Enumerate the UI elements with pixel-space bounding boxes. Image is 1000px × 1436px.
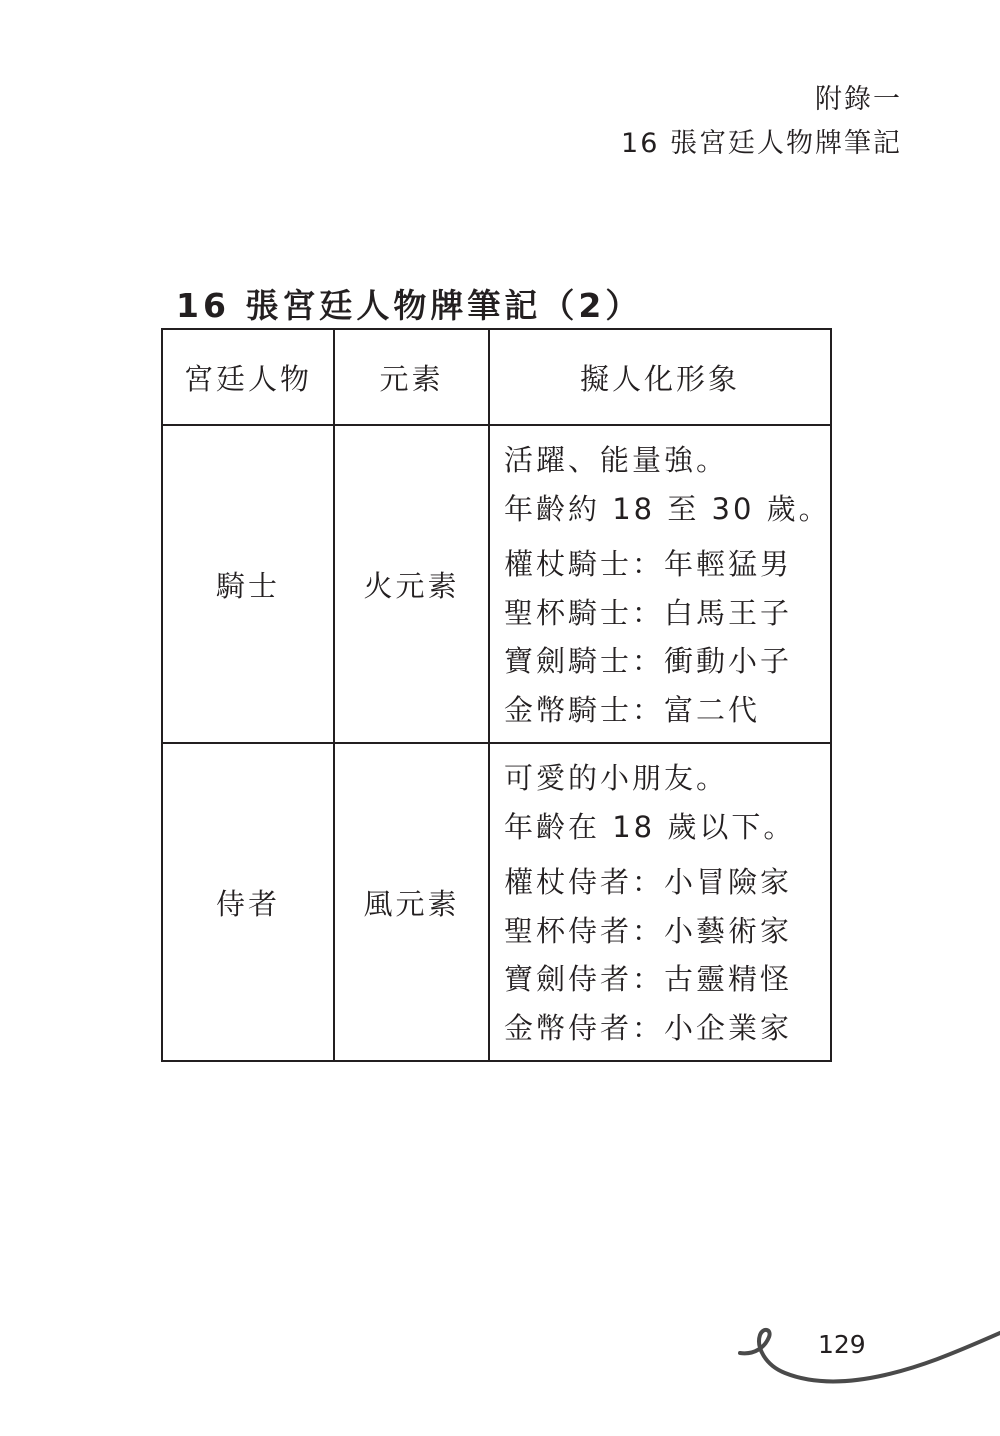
header-persona: 擬人化形象 [489,329,831,425]
table-header-row [162,329,831,425]
cell-persona [489,425,831,743]
header-court-figure: 宮廷人物 [162,329,334,425]
cell-figure: 騎士 [162,425,334,743]
table-row [162,743,831,1061]
decorative-swirl-icon [735,1325,1000,1405]
persona-example: 聖杯侍者：小藝術家 [504,913,793,948]
running-head-chapter: 16 張宮廷人物牌筆記 [621,128,902,159]
section-title: 16 張宮廷人物牌筆記（2） [176,286,643,325]
persona-example: 金幣侍者：小企業家 [504,1010,793,1045]
table-row [162,425,831,743]
page-number: 129 [818,1330,866,1359]
persona-summary: 活躍、能量強。 [504,443,729,477]
header-element: 元素 [334,329,489,425]
cell-element: 風元素 [334,743,489,1061]
persona-example: 權杖侍者：小冒險家 [504,865,793,899]
running-head-appendix: 附錄一 [815,84,902,115]
persona-summary: 可愛的小朋友。 [504,761,729,795]
persona-example: 寶劍侍者：古靈精怪 [504,962,793,996]
cell-persona [489,743,831,1061]
running-head [621,78,902,166]
persona-age: 年齡約 18 至 30 歲。 [504,491,831,526]
persona-example: 權杖騎士：年輕猛男 [504,547,793,581]
cell-element: 火元素 [334,425,489,743]
cell-figure: 侍者 [162,743,334,1061]
persona-age: 年齡在 18 歲以下。 [504,809,796,844]
persona-example: 聖杯騎士：白馬王子 [504,595,793,630]
court-card-notes-table [161,328,832,1062]
persona-example: 金幣騎士：富二代 [504,692,761,727]
persona-example: 寶劍騎士：衝動小子 [504,644,793,678]
